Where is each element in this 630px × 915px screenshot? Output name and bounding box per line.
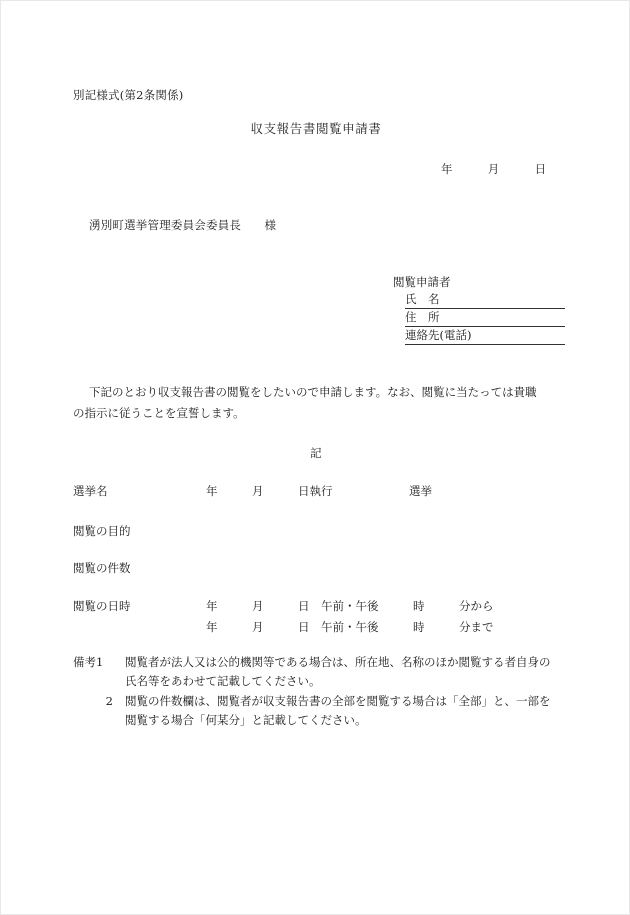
form-row-purpose — [73, 522, 565, 540]
applicant-address-field[interactable]: 住 所 — [405, 309, 565, 327]
form-value-election-suffix: 選挙 — [409, 484, 432, 498]
note-text-1-line-2: 氏名等をあわせて記載してください。 — [125, 674, 321, 688]
form-value-datetime-to[interactable]: 年 月 日 午前・午後 時 分まで — [206, 620, 494, 634]
form-value-datetime-from[interactable]: 年 月 日 午前・午後 時 分から — [206, 599, 494, 613]
date-line: 年 月 日 — [441, 162, 547, 176]
note-text-2-line-2: 閲覧する場合「何某分」と記載してください。 — [125, 713, 367, 727]
note-item-1 — [73, 653, 569, 691]
applicant-phone-field[interactable]: 連絡先(電話) — [405, 327, 565, 345]
form-row-datetime-to — [73, 618, 565, 636]
ki-marker: 記 — [310, 446, 322, 460]
form-label-election-name: 選挙名 — [73, 484, 108, 498]
form-label-purpose: 閲覧の目的 — [73, 524, 131, 538]
form-label-datetime: 閲覧の日時 — [73, 599, 131, 613]
document-body — [1, 1, 630, 915]
form-row-datetime-from — [73, 597, 565, 615]
form-value-election-date[interactable]: 年 月 日執行 — [206, 484, 333, 498]
form-row-election-name — [73, 482, 565, 500]
form-number: 別記様式(第2条関係) — [73, 88, 184, 102]
note-marker-2: 2 — [105, 694, 113, 708]
page-title: 収支報告書閲覧申請書 — [250, 121, 382, 136]
body-paragraph — [73, 382, 565, 424]
note-item-2 — [73, 692, 569, 730]
note-text-1-line-1: 閲覧者が法人又は公的機関等である場合は、所在地、名称のほか閲覧する者自身の — [125, 655, 551, 669]
note-text-2-line-1: 閲覧の件数欄は、閲覧者が収支報告書の全部を閲覧する場合は「全部」と、一部を — [125, 694, 551, 708]
applicant-name-field[interactable]: 氏 名 — [405, 291, 565, 309]
notes-section — [73, 653, 569, 731]
body-paragraph-line-1: 下記のとおり収支報告書の閲覧をしたいので申請します。なお、閲覧に当たっては貴職 — [89, 385, 537, 399]
applicant-heading: 閲覧申請者 — [393, 275, 451, 289]
applicant-block — [393, 274, 565, 345]
form-label-count: 閲覧の件数 — [73, 561, 131, 575]
body-paragraph-line-2: の指示に従うことを宣誓します。 — [73, 406, 245, 420]
addressee-line: 湧別町選挙管理委員会委員長 様 — [89, 218, 277, 232]
note-marker-1: 備考1 — [73, 655, 104, 669]
form-row-count — [73, 559, 565, 577]
